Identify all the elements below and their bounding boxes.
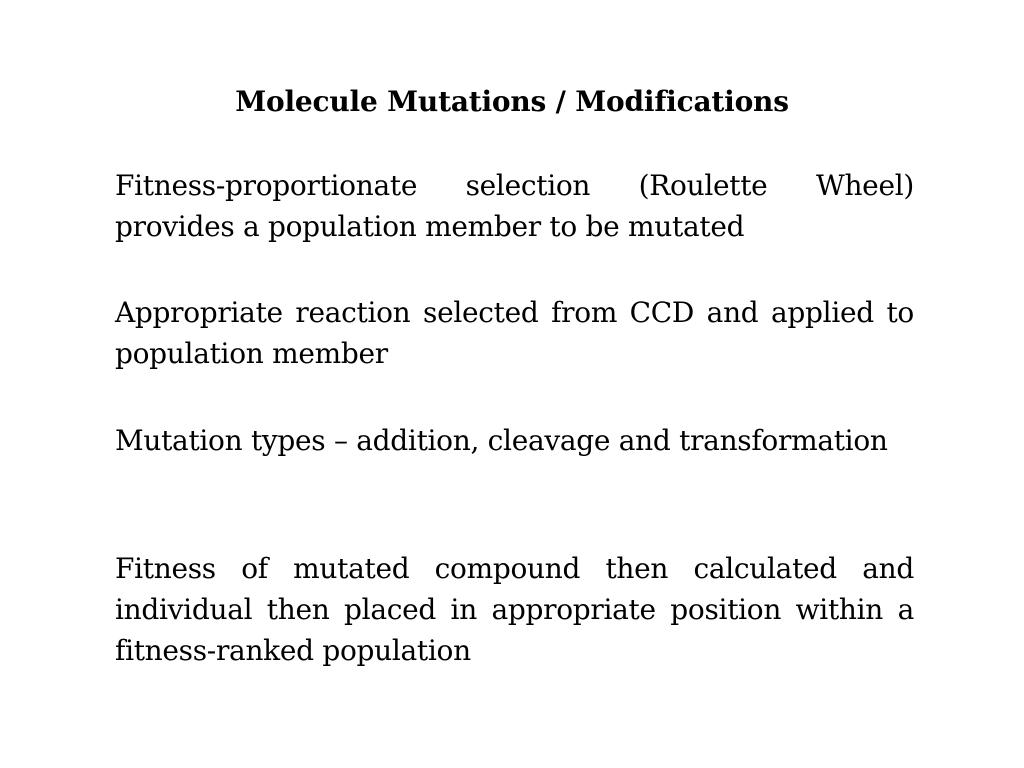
paragraph-mutation-types: Mutation types – addition, cleavage and transformation [115, 424, 888, 457]
slide-title: Molecule Mutations / Modifications [235, 85, 789, 118]
paragraph-reaction: Appropriate reaction selected from CCD and applied to population member [115, 296, 914, 370]
paragraph-fitness: Fitness of mutated compound then calculated and individual then placed in appropriate position within a fitness-ranked population [115, 552, 914, 667]
paragraph-selection: Fitness-proportionate selection (Roulette Wheel) provides a population member to be mutated [115, 169, 914, 243]
